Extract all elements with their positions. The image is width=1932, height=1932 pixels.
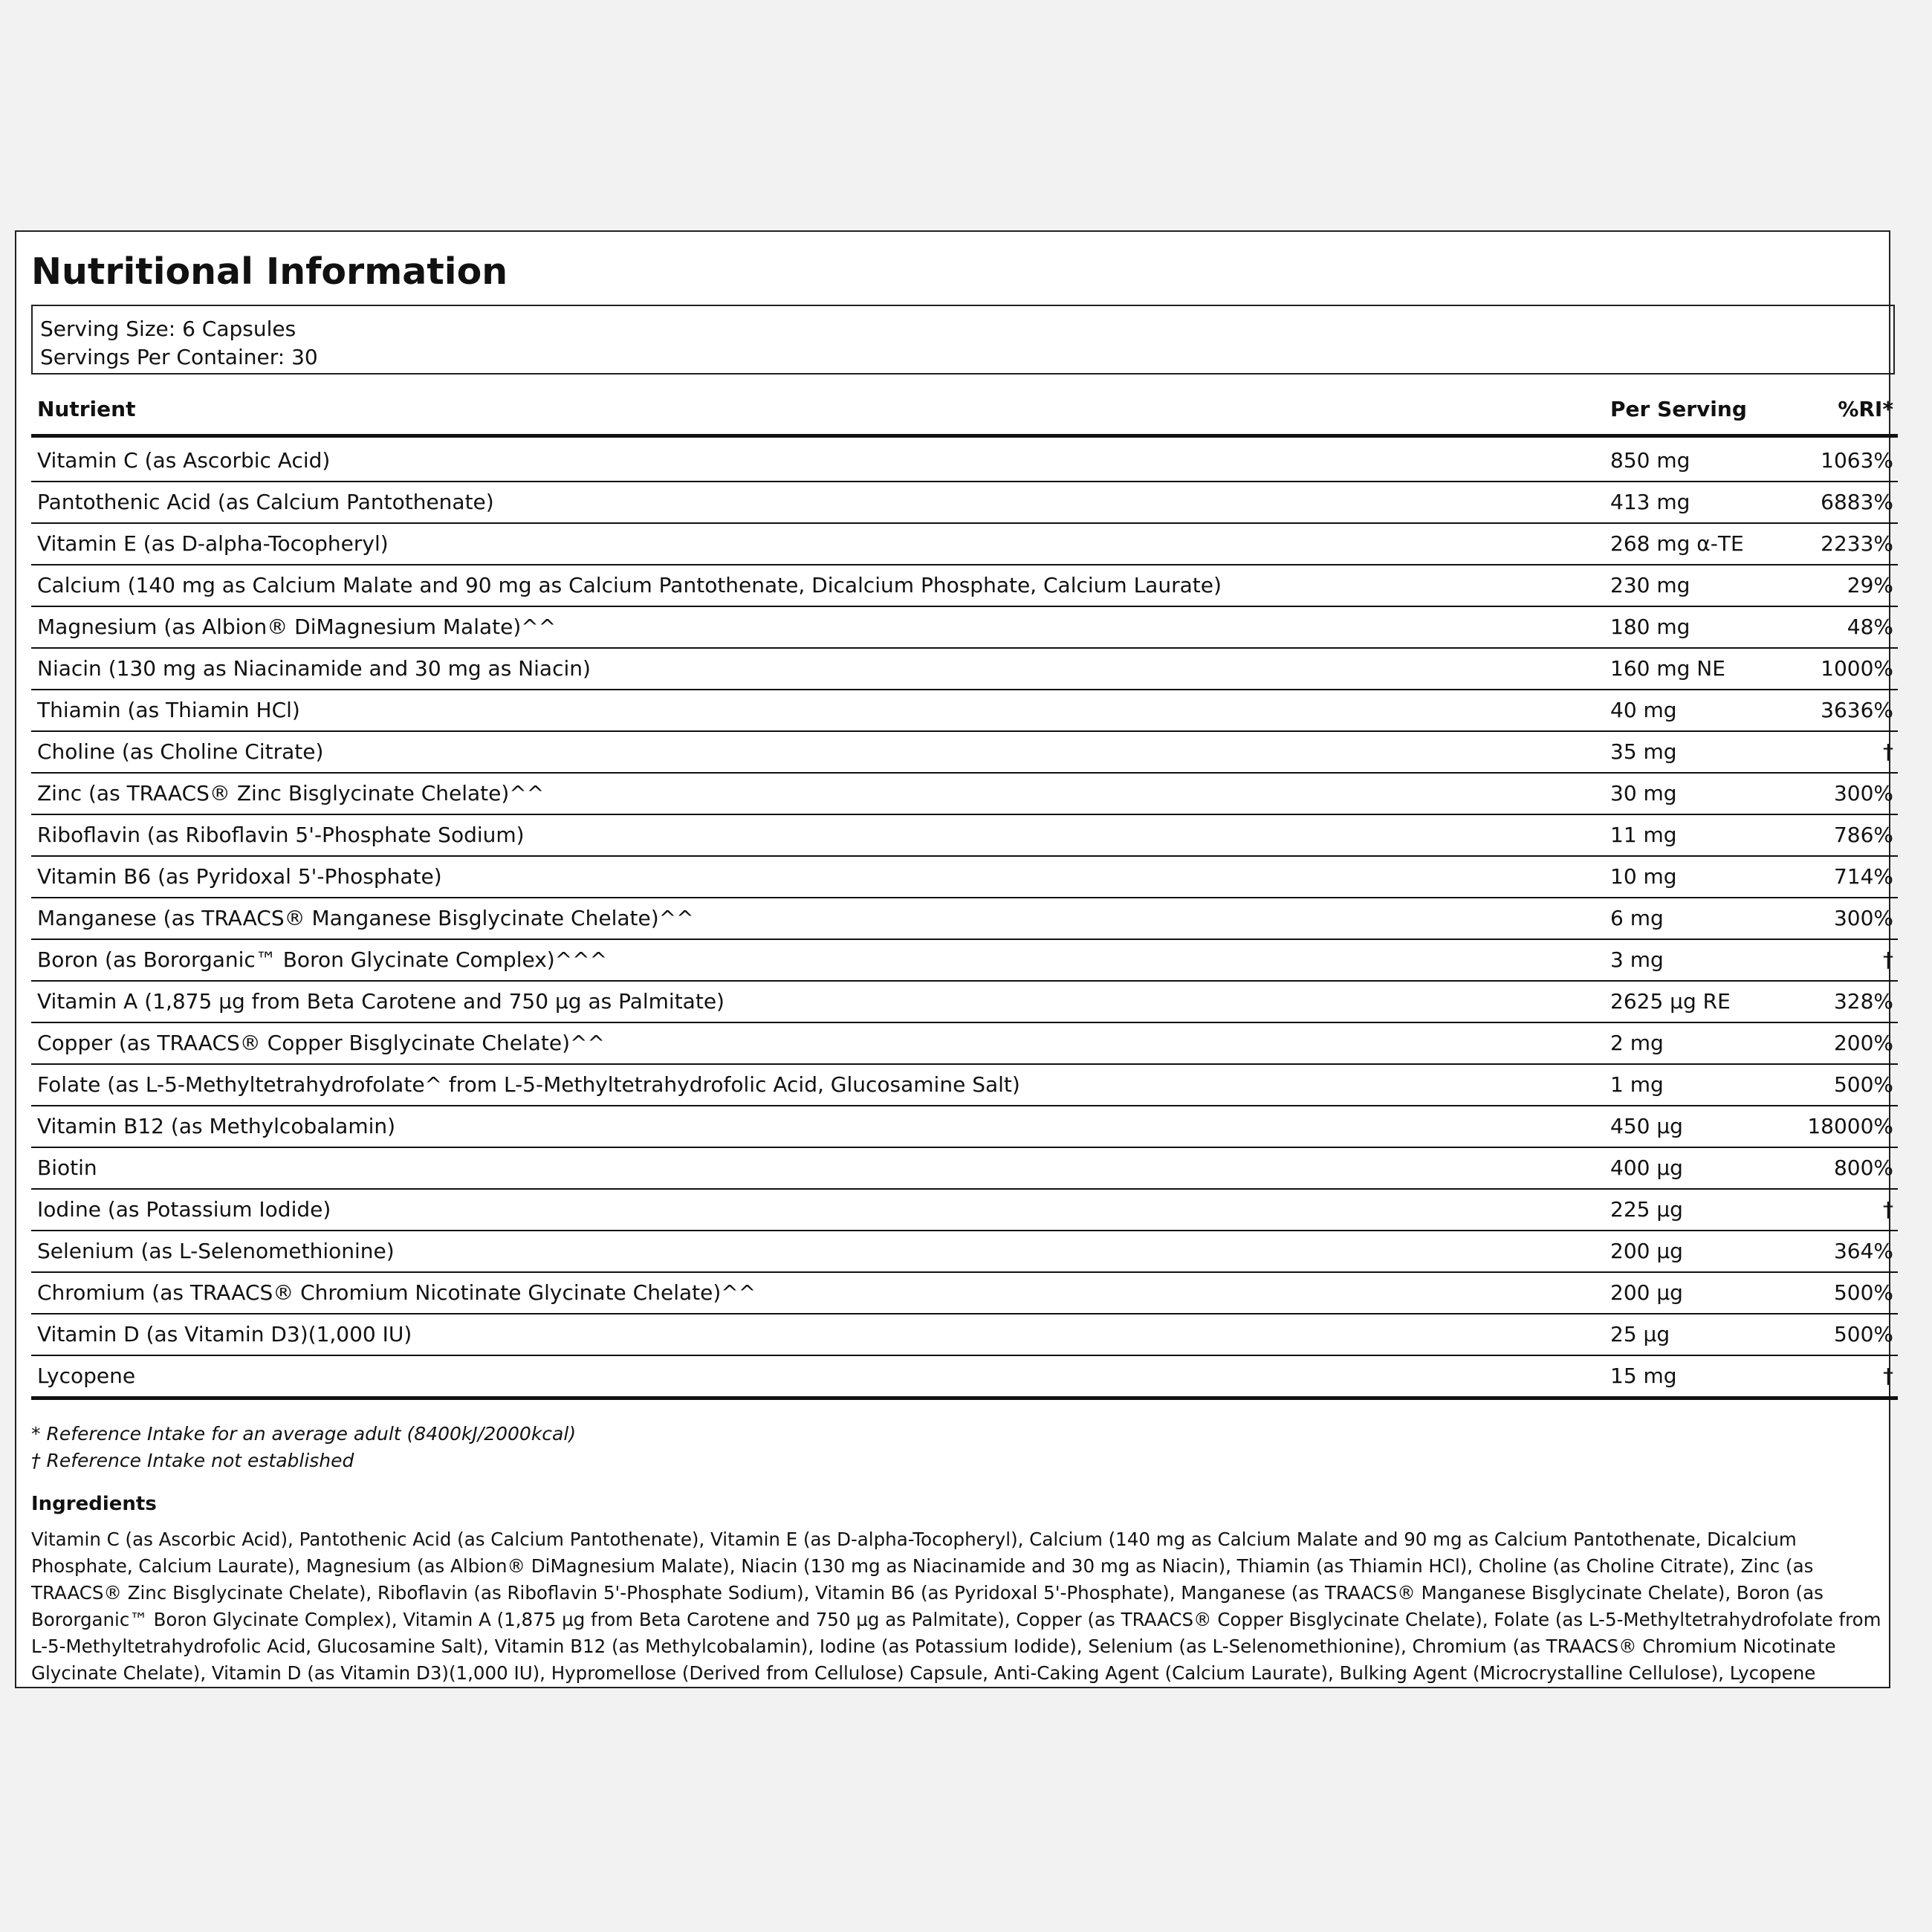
table-row bbox=[31, 1271, 1898, 1313]
per-serving-value: 225 µg bbox=[1610, 1197, 1683, 1222]
table-row bbox=[31, 606, 1898, 647]
table-row bbox=[31, 1147, 1898, 1188]
table-row bbox=[31, 772, 1898, 814]
ingredients-heading: Ingredients bbox=[31, 1493, 157, 1515]
nutrient-name: Vitamin C (as Ascorbic Acid) bbox=[37, 448, 331, 473]
ri-value: 500% bbox=[1833, 1072, 1893, 1097]
table-row bbox=[31, 1022, 1898, 1063]
per-serving-value: 6 mg bbox=[1610, 906, 1664, 930]
per-serving-value: 413 mg bbox=[1610, 490, 1690, 514]
per-serving-value: 2625 µg RE bbox=[1610, 989, 1731, 1014]
per-serving-value: 850 mg bbox=[1610, 448, 1690, 473]
per-serving-value: 2 mg bbox=[1610, 1031, 1664, 1055]
nutrient-name: Vitamin B6 (as Pyridoxal 5'-Phosphate) bbox=[37, 864, 442, 889]
nutrient-name: Biotin bbox=[37, 1155, 97, 1180]
per-serving-value: 25 µg bbox=[1610, 1322, 1670, 1346]
per-serving-value: 230 mg bbox=[1610, 573, 1690, 597]
nutrient-name: Boron (as Bororganic™ Boron Glycinate Complex)^^^ bbox=[37, 947, 608, 972]
nutrient-name: Vitamin E (as D-alpha-Tocopheryl) bbox=[37, 531, 389, 556]
ri-value: 29% bbox=[1847, 573, 1893, 597]
nutrient-name: Chromium (as TRAACS® Chromium Nicotinate Glycinate Chelate)^^ bbox=[37, 1280, 756, 1305]
table-row bbox=[31, 1230, 1898, 1271]
table-row bbox=[31, 522, 1898, 564]
per-serving-value: 1 mg bbox=[1610, 1072, 1664, 1097]
table-row bbox=[31, 730, 1898, 772]
table-row bbox=[31, 1105, 1898, 1147]
per-serving-value: 35 mg bbox=[1610, 739, 1677, 764]
ri-value: 2233% bbox=[1821, 531, 1893, 556]
per-serving-value: 11 mg bbox=[1610, 823, 1677, 847]
table-row bbox=[31, 441, 1898, 481]
ri-value: † bbox=[1883, 1197, 1893, 1222]
footnote-ri: * Reference Intake for an average adult (8400kJ/2000kcal) bbox=[31, 1423, 577, 1445]
table-body bbox=[31, 438, 1898, 1400]
header-per-serving: Per Serving bbox=[1610, 397, 1747, 421]
ri-value: 300% bbox=[1833, 781, 1893, 805]
table-row bbox=[31, 814, 1898, 855]
table-header bbox=[31, 395, 1898, 438]
nutrient-table bbox=[31, 395, 1898, 1400]
nutrient-name: Selenium (as L-Selenomethionine) bbox=[37, 1239, 395, 1263]
nutrient-name: Vitamin D (as Vitamin D3)(1,000 IU) bbox=[37, 1322, 412, 1346]
ri-value: 500% bbox=[1833, 1322, 1893, 1346]
ri-value: 328% bbox=[1833, 989, 1893, 1014]
ri-value: 18000% bbox=[1807, 1114, 1893, 1138]
servings-per-container: Servings Per Container: 30 bbox=[40, 345, 318, 369]
ri-value: 6883% bbox=[1821, 490, 1893, 514]
ingredients-text: Vitamin C (as Ascorbic Acid), Pantothenic Acid (as Calcium Pantothenate), Vitamin E (as D-alpha-Tocopheryl), Calcium (140 mg as Calcium Malate and 90 mg as Calcium Pantothenate, Dicalcium Phosphate, Calcium Laurate), Magnesium (as Albion® DiMagnesium Malate), Niacin (130 mg as Niacinamide and 30 mg as Niacin), Thiamin (as Thiamin HCl), Choline (as Choline Citrate), Zinc (as TRAACS® Zinc Bisglycinate Chelate), Riboflavin (as Riboflavin 5'-Phosphate Sodium), Vitamin B6 (as Pyridoxal 5'-Phosphate), Manganese (as TRAACS® Manganese Bisglycinate Chelate), Boron (as Bororganic™ Boron Glycinate Complex), Vitamin A (1,875 µg from Beta Carotene and 750 µg as Palmitate), Copper (as TRAACS® Copper Bisglycinate Chelate), Folate (as L-5-Methyltetrahydrofolate from L-5-Methyltetrahydrofolic Acid, Glucosamine Salt), Vitamin B12 (as Methylcobalamin), Iodine (as Potassium Iodide), Selenium (as L-Selenomethionine), Chromium (as TRAACS® Chromium Nicotinate Glycinate Chelate), Vitamin D (as Vitamin D3)(1,000 IU), Hypromellose (Derived from Cellulose) Capsule, Anti-Caking Agent (Calcium Laurate), Bulking Agent (Microcrystalline Cellulose), Lycopene bbox=[31, 1529, 1881, 1684]
table-row bbox=[31, 897, 1898, 939]
nutrient-name: Copper (as TRAACS® Copper Bisglycinate Chelate)^^ bbox=[37, 1031, 605, 1055]
per-serving-value: 400 µg bbox=[1610, 1155, 1683, 1180]
ri-value: 1063% bbox=[1821, 448, 1893, 473]
table-row bbox=[31, 647, 1898, 689]
per-serving-value: 268 mg α-TE bbox=[1610, 531, 1744, 556]
nutrient-name: Vitamin B12 (as Methylcobalamin) bbox=[37, 1114, 396, 1138]
nutrient-name: Zinc (as TRAACS® Zinc Bisglycinate Chelate)^^ bbox=[37, 781, 545, 805]
per-serving-value: 30 mg bbox=[1610, 781, 1677, 805]
table-row bbox=[31, 1188, 1898, 1230]
ri-value: 364% bbox=[1833, 1239, 1893, 1263]
nutrient-name: Thiamin (as Thiamin HCl) bbox=[37, 698, 300, 722]
per-serving-value: 450 µg bbox=[1610, 1114, 1683, 1138]
header-nutrient: Nutrient bbox=[37, 397, 136, 421]
serving-info-box bbox=[31, 305, 1895, 375]
nutrient-name: Niacin (130 mg as Niacinamide and 30 mg as Niacin) bbox=[37, 656, 591, 681]
nutrient-name: Choline (as Choline Citrate) bbox=[37, 739, 324, 764]
nutrient-name: Folate (as L-5-Methyltetrahydrofolate^ from L-5-Methyltetrahydrofolic Acid, Glucosamine Salt) bbox=[37, 1072, 1020, 1097]
nutrient-name: Lycopene bbox=[37, 1364, 136, 1388]
table-row bbox=[31, 1063, 1898, 1105]
nutrient-name: Magnesium (as Albion® DiMagnesium Malate)^^ bbox=[37, 615, 557, 639]
per-serving-value: 40 mg bbox=[1610, 698, 1677, 722]
ri-value: 714% bbox=[1833, 864, 1893, 889]
ri-value: 48% bbox=[1847, 615, 1893, 639]
table-row bbox=[31, 855, 1898, 897]
nutrient-name: Calcium (140 mg as Calcium Malate and 90 mg as Calcium Pantothenate, Dicalcium Phosphate, Calcium Laurate) bbox=[37, 573, 1222, 597]
ri-value: 800% bbox=[1833, 1155, 1893, 1180]
ri-value: 1000% bbox=[1821, 656, 1893, 681]
ri-value: 300% bbox=[1833, 906, 1893, 930]
page-title: Nutritional Information bbox=[31, 250, 508, 293]
ri-value: 500% bbox=[1833, 1280, 1893, 1305]
per-serving-value: 3 mg bbox=[1610, 947, 1664, 972]
table-row bbox=[31, 564, 1898, 606]
nutrition-panel bbox=[15, 230, 1893, 1688]
footnotes bbox=[31, 1421, 576, 1474]
ri-value: 3636% bbox=[1821, 698, 1893, 722]
table-row bbox=[31, 980, 1898, 1022]
nutrient-name: Manganese (as TRAACS® Manganese Bisglycinate Chelate)^^ bbox=[37, 906, 694, 930]
ri-value: 200% bbox=[1833, 1031, 1893, 1055]
per-serving-value: 10 mg bbox=[1610, 864, 1677, 889]
per-serving-value: 160 mg NE bbox=[1610, 656, 1725, 681]
ri-value: 786% bbox=[1833, 823, 1893, 847]
ri-value: † bbox=[1883, 1364, 1893, 1388]
table-row bbox=[31, 1355, 1898, 1396]
table-row bbox=[31, 481, 1898, 522]
nutrient-name: Vitamin A (1,875 µg from Beta Carotene and 750 µg as Palmitate) bbox=[37, 989, 724, 1014]
per-serving-value: 15 mg bbox=[1610, 1364, 1677, 1388]
table-row bbox=[31, 1313, 1898, 1355]
per-serving-value: 200 µg bbox=[1610, 1280, 1683, 1305]
header-ri: %RI* bbox=[1838, 397, 1893, 421]
nutrient-name: Riboflavin (as Riboflavin 5'-Phosphate Sodium) bbox=[37, 823, 525, 847]
ri-value: † bbox=[1883, 947, 1893, 972]
nutrient-name: Pantothenic Acid (as Calcium Pantothenate) bbox=[37, 490, 494, 514]
nutrient-name: Iodine (as Potassium Iodide) bbox=[37, 1197, 331, 1222]
table-row bbox=[31, 939, 1898, 980]
ri-value: † bbox=[1883, 739, 1893, 764]
footnote-dagger: † Reference Intake not established bbox=[31, 1450, 354, 1471]
per-serving-value: 180 mg bbox=[1610, 615, 1690, 639]
serving-size: Serving Size: 6 Capsules bbox=[40, 317, 296, 341]
per-serving-value: 200 µg bbox=[1610, 1239, 1683, 1263]
table-row bbox=[31, 689, 1898, 730]
